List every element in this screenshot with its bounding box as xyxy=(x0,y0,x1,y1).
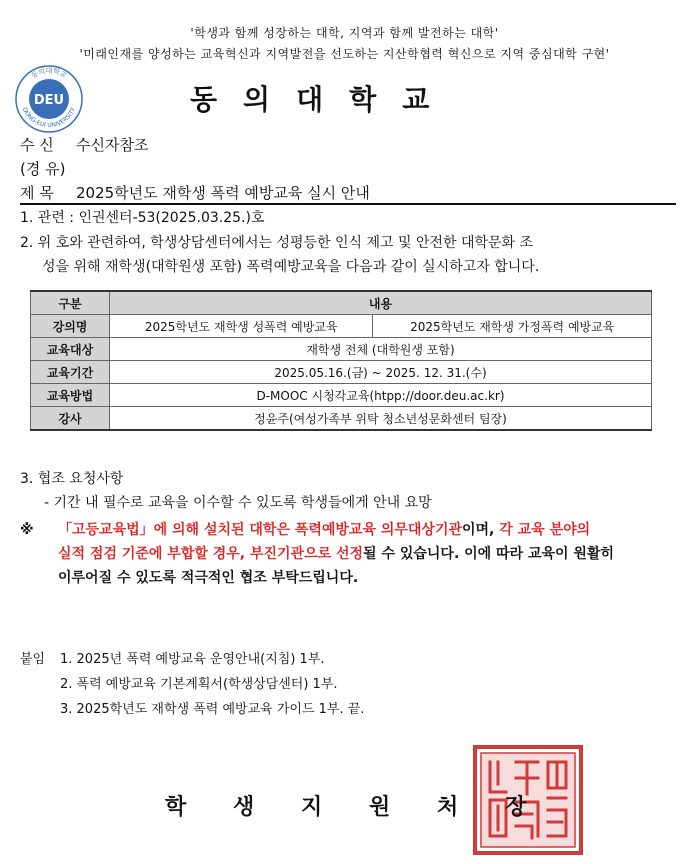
attachment-item: 3. 2025학년도 재학생 폭력 예방교육 가이드 1부. 끝. xyxy=(60,702,365,717)
issuer-signature xyxy=(165,790,573,821)
purpose-line-2: 성을 위해 재학생(대학원생 포함) 폭력예방교육을 다음과 같이 실시하고자 합니다. xyxy=(42,259,540,275)
notice-consequence-text: 될 수 있습니다. 이에 따라 교육이 원활히 xyxy=(363,546,614,562)
method-value: D-MOOC 시청각교육(htpp://door.deu.ac.kr) xyxy=(110,384,652,407)
attachment-item: 2. 폭력 예방교육 기본계획서(학생상담센터) 1부. xyxy=(60,677,338,692)
university-logo xyxy=(14,64,84,134)
issuer-char: 학 xyxy=(165,795,187,820)
cooperation-sub: - 기간 내 필수로 교육을 이수할 수 있도록 학생들에게 안내 요망 xyxy=(44,495,432,511)
method-label: 교육방법 xyxy=(31,384,110,407)
purpose-line-1: 2. 위 호와 관련하여, 학생상담센터에서는 성평등한 인식 제고 및 안전한 대학문화 조 xyxy=(20,235,534,251)
period-label: 교육기간 xyxy=(31,361,110,384)
instructor-value: 정윤주(여성가족부 위탁 청소년성문화센터 팀장) xyxy=(110,407,652,431)
issuer-char: 장 xyxy=(505,795,527,820)
issuer-char: 생 xyxy=(233,795,255,820)
notice-criteria-text: 실적 점검 기준에 부합할 경우, 부진기관으로 선정 xyxy=(58,546,364,562)
target-label: 교육대상 xyxy=(31,338,110,361)
slogan-line-2: '미래인재를 양성하는 교육혁신과 지역발전을 선도하는 지산학협력 혁신으로 지역 중심대학 구현' xyxy=(79,47,610,61)
subject-label: 제 목 xyxy=(20,184,54,202)
logo-monogram: DEU xyxy=(33,93,65,108)
table-row xyxy=(31,338,652,361)
via-row xyxy=(20,158,65,179)
recipient-label: 수 신 xyxy=(20,136,54,154)
subject-value: 2025학년도 재학생 폭력 예방교육 실시 안내 xyxy=(76,184,370,202)
notice-law-text: 「고등교육법」에 의해 설치된 대학은 폭력예방교육 의무대상기관 xyxy=(58,522,462,538)
education-info-table xyxy=(30,290,652,431)
notice-field-text: 각 교육 분야의 xyxy=(499,522,591,538)
recipient-value: 수신자참조 xyxy=(76,136,149,154)
table-header-content: 내용 xyxy=(110,291,652,315)
table-header-category: 구분 xyxy=(31,291,110,315)
instructor-label: 강사 xyxy=(31,407,110,431)
notice-line-1 xyxy=(20,518,680,542)
slogan-line-1: '학생과 함께 성장하는 대학, 지역과 함께 발전하는 대학' xyxy=(190,26,499,40)
lecture-b: 2025학년도 재학생 가정폭력 예방교육 xyxy=(373,315,652,338)
cooperation-title: 3. 협조 요청사항 xyxy=(20,471,124,487)
issuer-char: 원 xyxy=(369,795,391,820)
table-header-row xyxy=(31,291,652,315)
attachments xyxy=(20,647,364,722)
related-reference: 1. 관련 : 인권센터-53(2025.03.25.)호 xyxy=(20,210,265,226)
lecture-label: 강의명 xyxy=(31,315,110,338)
notice-line-3: 이루어질 수 있도록 적극적인 협조 부탁드립니다. xyxy=(58,570,359,586)
attachment-label: 붙임 xyxy=(20,652,46,667)
recipient-row xyxy=(20,134,148,155)
via-label: (경 유) xyxy=(20,160,66,178)
purpose-paragraph xyxy=(20,231,676,279)
table-row xyxy=(31,384,652,407)
logo-text-top: 동의대학교 xyxy=(30,67,68,80)
target-value: 재학생 전체 (대학원생 포함) xyxy=(110,338,652,361)
logo-text-bottom: DONG-EUI UNIVERSITY xyxy=(20,106,78,130)
lecture-a: 2025학년도 재학생 성폭력 예방교육 xyxy=(110,315,373,338)
notice-mark: ※ xyxy=(20,522,34,538)
issuer-char: 처 xyxy=(437,795,459,820)
notice-line-2 xyxy=(20,542,680,566)
period-value: 2025.05.16.(금) ~ 2025. 12. 31.(수) xyxy=(110,361,652,384)
issuer-char: 지 xyxy=(301,795,323,820)
notice-block xyxy=(20,518,680,590)
university-name: 동의대학교 xyxy=(190,83,456,116)
notice-connector: 이며, xyxy=(462,522,495,538)
table-row xyxy=(31,407,652,431)
table-row xyxy=(31,315,652,338)
attachment-item: 1. 2025년 폭력 예방교육 운영안내(지침) 1부. xyxy=(60,652,325,667)
header-divider xyxy=(20,203,676,205)
table-row xyxy=(31,361,652,384)
subject-row xyxy=(20,182,370,203)
